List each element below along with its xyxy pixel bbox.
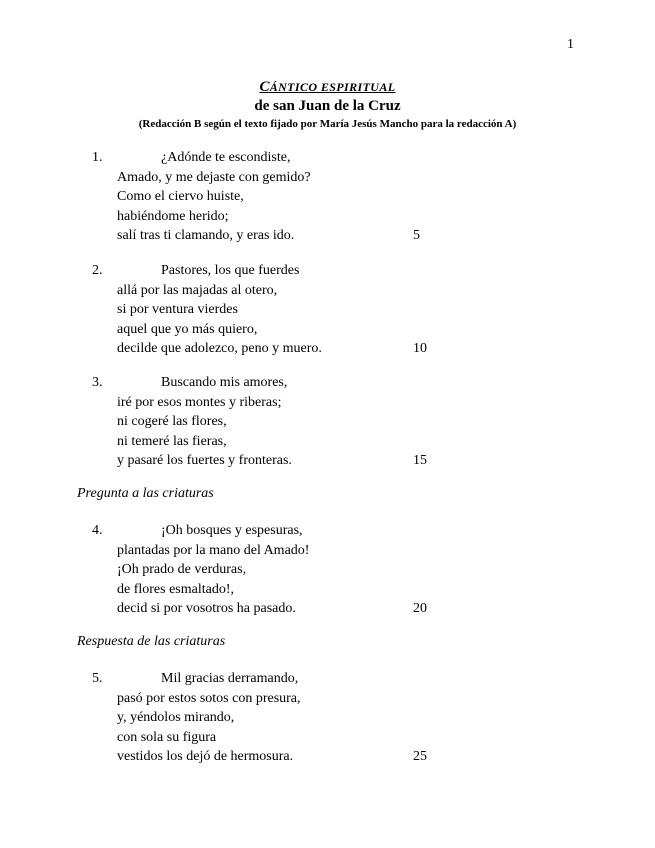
section-heading-respuesta: Respuesta de las criaturas: [77, 634, 226, 649]
stanza-number: 1.: [92, 150, 103, 165]
edition-note: (Redacción B según el texto fijado por María Jesús Mancho para la redacción A): [138, 118, 517, 130]
line-number: 10: [413, 341, 427, 356]
verse-line: Amado, y me dejaste con gemido?: [117, 169, 311, 185]
stanza-number: 5.: [92, 671, 103, 686]
stanza-1: [0, 148, 655, 246]
verse-line: habiéndome herido;: [117, 208, 229, 224]
poem-title: [0, 79, 655, 96]
poem-author: de san Juan de la Cruz: [254, 98, 401, 114]
verse-line: decid si por vosotros ha pasado.: [117, 601, 296, 616]
verse-line: y pasaré los fuertes y fronteras.: [117, 453, 292, 468]
line-number: 20: [413, 601, 427, 616]
verse-line: plantadas por la mano del Amado!: [117, 542, 310, 558]
verse-line: ni cogeré las flores,: [117, 414, 227, 429]
verse-line: ¿Adónde te escondiste,: [161, 150, 291, 165]
line-number: 15: [413, 453, 427, 468]
verse-line: Pastores, los que fuerdes: [161, 263, 300, 278]
stanza-number: 2.: [92, 263, 103, 278]
verse-line: decilde que adolezco, peno y muero.: [117, 341, 322, 356]
page-number: 1: [567, 37, 574, 52]
stanza-2: [0, 261, 655, 359]
line-number: 5: [413, 228, 420, 243]
verse-line: si por ventura vierdes: [117, 302, 238, 317]
verse-line: ni temeré las fieras,: [117, 433, 227, 449]
verse-line: pasó por estos sotos con presura,: [117, 690, 301, 706]
verse-line: allá por las majadas al otero,: [117, 282, 278, 298]
verse-line: aquel que yo más quiero,: [117, 321, 258, 337]
verse-line: de flores esmaltado!,: [117, 581, 235, 597]
verse-line: iré por esos montes y riberas;: [117, 394, 282, 410]
stanza-number: 4.: [92, 523, 103, 538]
verse-line: y, yéndolos mirando,: [117, 710, 235, 725]
stanza-5: [0, 669, 655, 767]
section-heading-preguntas: Pregunta a las criaturas: [77, 486, 214, 501]
title-rest: ÁNTICO ESPIRITUAL: [269, 80, 396, 94]
verse-line: vestidos los dejó de hermosura.: [117, 749, 294, 764]
stanza-3: [0, 373, 655, 471]
verse-line: Como el ciervo huiste,: [117, 189, 244, 204]
verse-line: ¡Oh prado de verduras,: [117, 562, 247, 577]
verse-line: ¡Oh bosques y espesuras,: [161, 523, 303, 538]
verse-line: Buscando mis amores,: [161, 375, 288, 390]
verse-line: con sola su figura: [117, 729, 217, 745]
verse-line: salí tras ti clamando, y eras ido.: [117, 228, 295, 243]
title-block: [0, 79, 655, 130]
title-initial: C: [259, 79, 270, 95]
stanza-number: 3.: [92, 375, 103, 390]
line-number: 25: [413, 749, 427, 764]
verse-line: Mil gracias derramando,: [161, 671, 299, 686]
stanza-4: [0, 521, 655, 619]
